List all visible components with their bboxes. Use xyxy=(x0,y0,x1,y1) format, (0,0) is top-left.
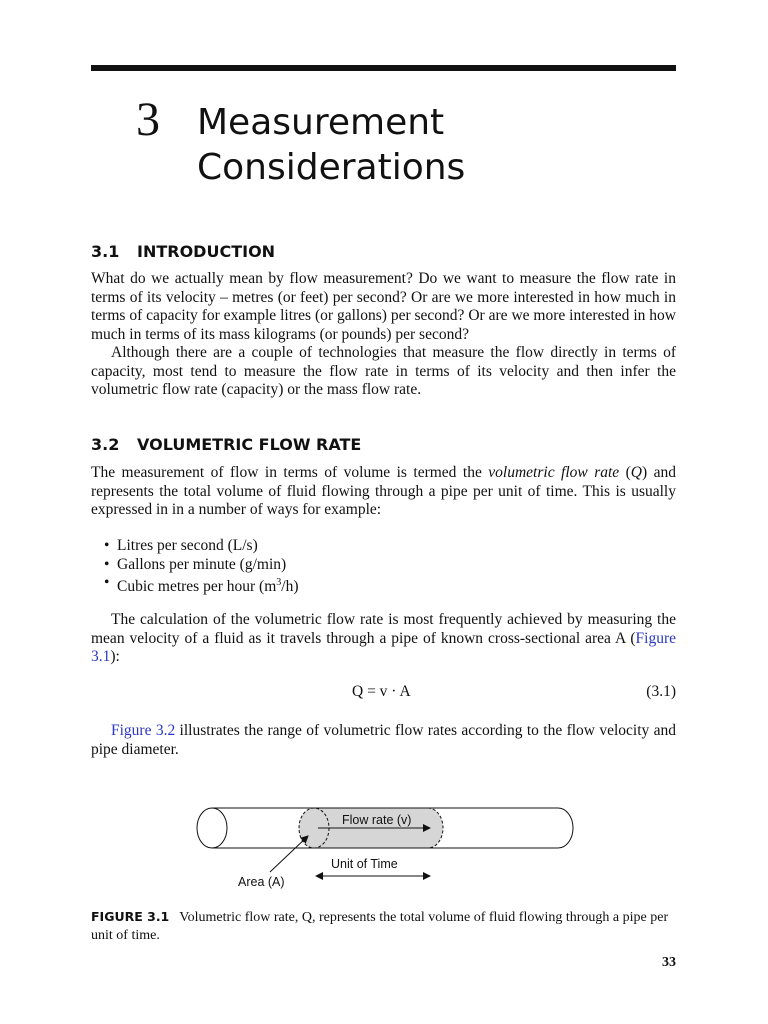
figure-3-1-diagram xyxy=(190,800,580,895)
volumetric-paragraph-3 xyxy=(91,722,676,759)
text-run: The measurement of flow in terms of volume is termed the xyxy=(91,464,489,481)
caption-text: Volumetric flow rate, Q, represents the total volume of fluid flowing through a pipe per unit of time. xyxy=(91,910,669,943)
text-run: Cubic metres per hour (m xyxy=(117,578,277,596)
intro-paragraph-2-text: Although there are a couple of technologies that measure the flow directly in terms of capacity, most tend to measure the flow rate in terms of its velocity and then infer the volumetric flow rate (capacity) or the mass flow rate. xyxy=(91,344,676,398)
text-run: /h) xyxy=(281,578,299,596)
chapter-top-rule xyxy=(91,65,676,71)
list-item: • Gallons per minute (g/min) xyxy=(91,556,298,575)
equation-expression: Q = v · A xyxy=(352,683,411,700)
figure-3-2-link[interactable]: Figure 3.2 xyxy=(111,722,176,739)
text-run: ): xyxy=(110,648,120,665)
text-run: The calculation of the volumetric flow rate is most frequently achieved by measuring the mean velocity of a fluid as it travels through a pipe of known cross-sectional area A ( xyxy=(91,611,676,647)
emphasis-term: volumetric flow rate xyxy=(488,464,620,481)
section-3-1-heading xyxy=(91,242,275,261)
text-run: ( xyxy=(619,464,631,481)
area-label: Area (A) xyxy=(238,875,285,889)
units-list xyxy=(91,537,298,597)
figure-3-1-caption xyxy=(91,908,676,945)
equation-number: (3.1) xyxy=(646,683,676,700)
unit-of-time-label: Unit of Time xyxy=(331,857,398,871)
page-number: 33 xyxy=(662,955,676,970)
caption-label: FIGURE 3.1 xyxy=(91,909,170,924)
superscript: 3 xyxy=(276,577,282,588)
chapter-title xyxy=(197,100,465,190)
volumetric-paragraph-2 xyxy=(91,611,676,667)
chapter-number: 3 xyxy=(136,93,160,146)
list-item: • Litres per second (L/s) xyxy=(91,537,298,556)
list-item xyxy=(91,574,298,597)
text-run: illustrates the range of volumetric flow rates according to the flow velocity and pipe diameter. xyxy=(91,722,677,758)
chapter-title-line1: Measurement xyxy=(197,102,445,143)
symbol-q: Q xyxy=(630,464,642,481)
section-number: 3.1 xyxy=(91,242,120,261)
intro-paragraph-1: What do we actually mean by flow measurement? Do we want to measure the flow rate in terms of its velocity – metres (or feet) per second? Or are we more interested in how much in terms of capacity for example litres (or gallons) per second? Or are we more interested in how much in terms of its mass kilograms (or pounds) per second? xyxy=(91,270,676,343)
figure-3-1-link[interactable]: Figure 3.1 xyxy=(91,629,676,665)
section-title: VOLUMETRIC FLOW RATE xyxy=(137,435,362,454)
section-3-2-heading xyxy=(91,435,361,454)
intro-paragraph-2 xyxy=(91,344,676,400)
chapter-title-line2: Considerations xyxy=(197,147,466,188)
section-number: 3.2 xyxy=(91,435,120,454)
volumetric-paragraph-1 xyxy=(91,464,676,520)
area-pointer-arrow xyxy=(270,836,308,872)
flow-rate-label: Flow rate (v) xyxy=(342,813,412,827)
text-run: ) and represents the total volume of fluid flowing through a pipe per unit of time. This is usually expressed in in a number of ways for example: xyxy=(91,464,676,518)
pipe-right-end xyxy=(558,808,573,848)
section-title: INTRODUCTION xyxy=(137,242,276,261)
pipe-left-end xyxy=(197,808,227,848)
